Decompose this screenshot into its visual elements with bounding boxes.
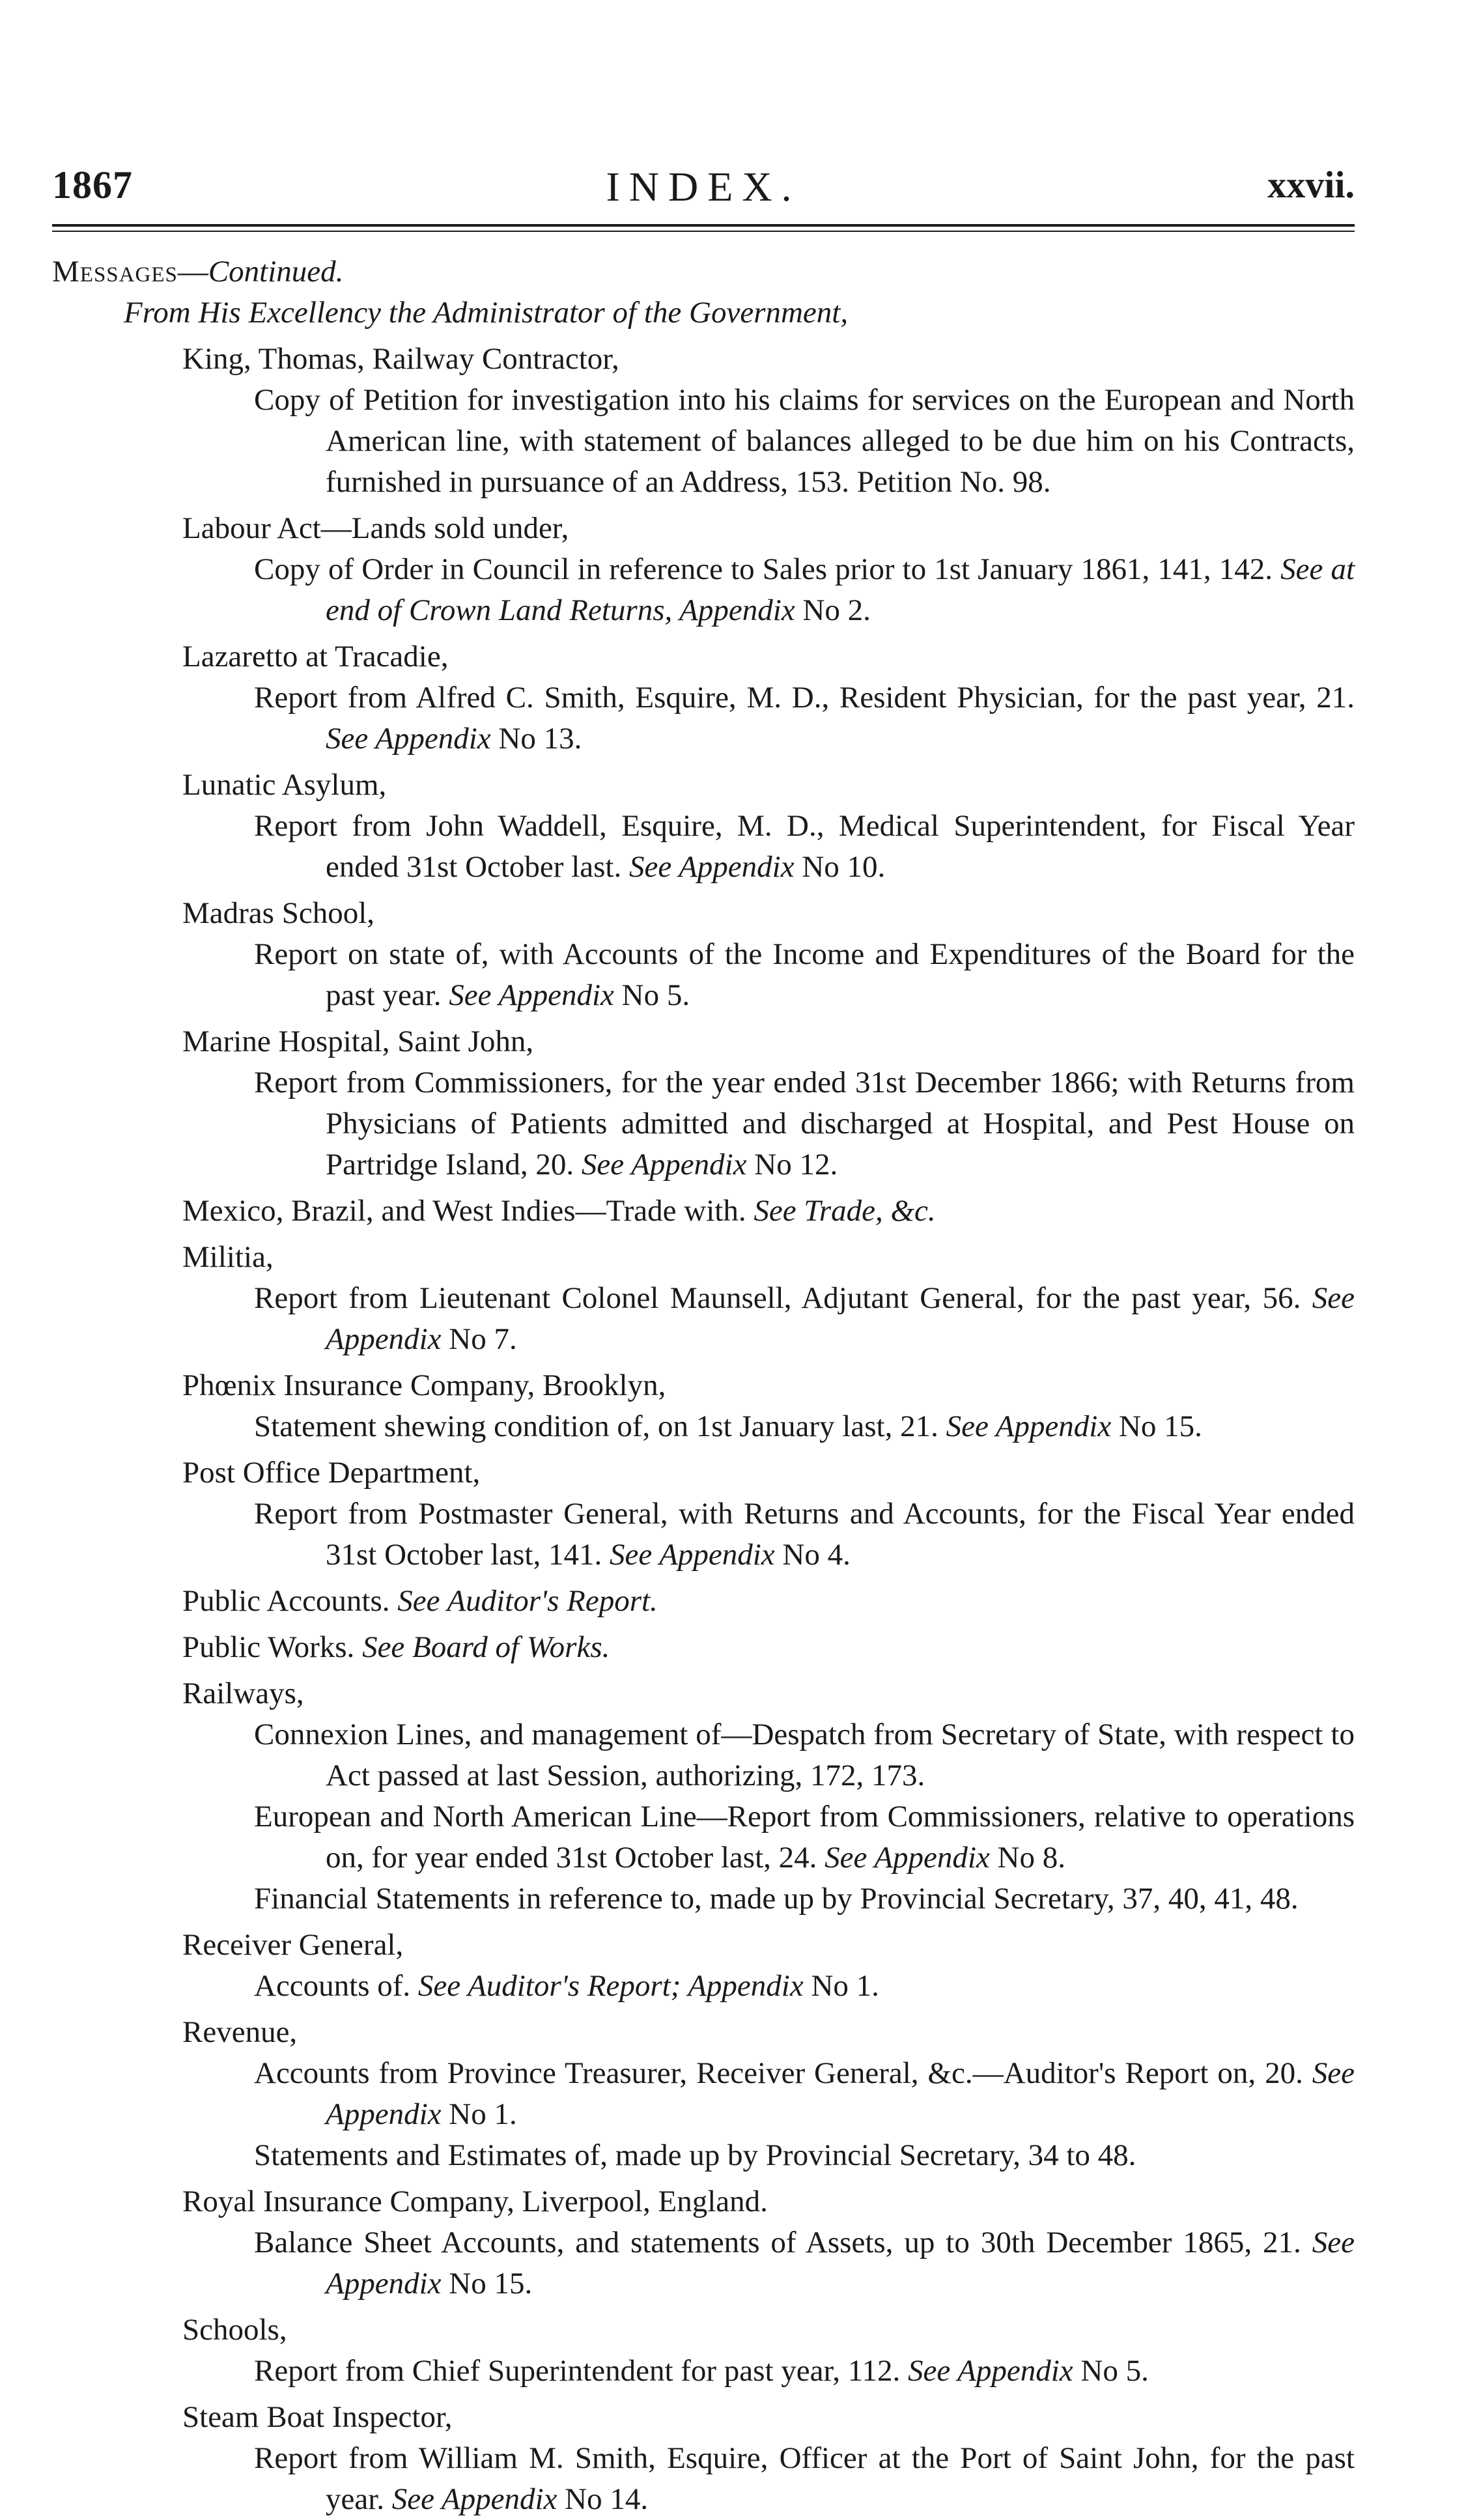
detail-text: Report from Alfred C. Smith, Esquire, M. D., Resident Physician, for the past year, 21. <box>254 681 1355 715</box>
entry-cross-reference: See Trade, &c. <box>754 1194 936 1228</box>
detail-see-reference: See at end of Crown Land Returns, Appendix <box>326 552 1355 627</box>
entry-title-text: Labour Act—Lands sold under, <box>182 511 569 545</box>
detail-text: Accounts of. <box>254 1969 411 2003</box>
index-entry <box>52 1627 1355 1668</box>
entry-detail <box>52 1062 1355 1185</box>
detail-see-reference: See Appendix <box>326 722 491 756</box>
section-name: Messages <box>52 255 178 289</box>
entry-title-text: Steam Boat Inspector, <box>182 2400 453 2434</box>
entry-title <box>52 2181 1355 2222</box>
entry-detail <box>52 2438 1355 2520</box>
entry-title <box>52 339 1355 380</box>
detail-see-reference: See Appendix <box>946 1409 1112 1443</box>
detail-appendix-number: No 4. <box>782 1538 851 1572</box>
detail-appendix-number: No 2. <box>802 593 871 627</box>
detail-see-reference: See Appendix <box>391 2482 557 2516</box>
entry-detail <box>52 1796 1355 1878</box>
detail-see-reference: See Appendix <box>610 1538 775 1572</box>
entry-detail <box>52 1494 1355 1576</box>
entry-title-text: King, Thomas, Railway Contractor, <box>182 342 619 376</box>
detail-appendix-number: No 10. <box>802 850 886 884</box>
entry-detail <box>52 1406 1355 1447</box>
entry-title <box>52 1365 1355 1406</box>
section-continued: Continued. <box>208 255 344 289</box>
entry-title-text: Receiver General, <box>182 1928 404 1962</box>
entry-title-text: Public Accounts. <box>182 1584 390 1618</box>
detail-appendix-number: No 1. <box>449 2097 517 2131</box>
detail-text: Report from Postmaster General, with Returns and Accounts, for the Fiscal Year ended 31st October last, 141. <box>254 1497 1355 1572</box>
entry-title <box>52 893 1355 934</box>
entry-detail <box>52 934 1355 1016</box>
index-entry <box>52 1452 1355 1576</box>
entry-title <box>52 765 1355 806</box>
entry-detail <box>52 1278 1355 1360</box>
detail-see-reference: See Auditor's Report; Appendix <box>417 1969 804 2003</box>
section-heading: Messages—Continued. <box>52 255 344 289</box>
entry-detail <box>52 1714 1355 1796</box>
index-entry <box>52 765 1355 888</box>
entry-list <box>52 339 1355 2520</box>
entry-title-text: Mexico, Brazil, and West Indies—Trade with. <box>182 1194 746 1228</box>
entry-title <box>52 1191 1355 1232</box>
page-title: INDEX. <box>606 163 801 210</box>
entry-detail <box>52 1966 1355 2007</box>
entry-title-text: Marine Hospital, Saint John, <box>182 1025 534 1058</box>
entry-detail <box>52 2351 1355 2392</box>
detail-see-reference: See Appendix <box>628 850 795 884</box>
detail-see-reference: See Appendix <box>326 1281 1355 1356</box>
section-source: From His Excellency the Administrator of the Government, <box>124 296 849 330</box>
detail-appendix-number: No 7. <box>449 1322 517 1356</box>
entry-title <box>52 1925 1355 1966</box>
entry-title <box>52 636 1355 677</box>
detail-see-reference: See Appendix <box>326 2226 1355 2301</box>
entry-detail <box>52 1878 1355 1919</box>
entry-title-text: Militia, <box>182 1240 274 1274</box>
detail-text: Report from Chief Superintendent for past year, 112. <box>254 2354 901 2388</box>
detail-text: Balance Sheet Accounts, and statements of Assets, up to 30th December 1865, 21. <box>254 2226 1301 2259</box>
index-entry <box>52 2012 1355 2176</box>
index-entries <box>52 251 1355 2520</box>
entry-cross-reference: See Auditor's Report. <box>397 1584 658 1618</box>
entry-title <box>52 1021 1355 1062</box>
detail-appendix-number: No 5. <box>621 978 690 1012</box>
entry-detail <box>52 2053 1355 2135</box>
index-entry <box>52 1021 1355 1185</box>
detail-appendix-number: No 14. <box>565 2482 649 2516</box>
index-entry <box>52 1365 1355 1447</box>
index-entry <box>52 636 1355 759</box>
entry-title-text: Royal Insurance Company, Liverpool, England. <box>182 2185 768 2218</box>
entry-title <box>52 1237 1355 1278</box>
index-entry <box>52 508 1355 631</box>
entry-title-text: Lunatic Asylum, <box>182 768 387 802</box>
detail-text: Copy of Petition for investigation into his claims for services on the European and North American line, with statement of balances alleged to be due him on his Contracts, furnished in pursuance of an Address, 153. Petition No. 98. <box>254 383 1355 499</box>
page-header <box>52 163 1355 221</box>
entry-detail <box>52 677 1355 759</box>
detail-text: Connexion Lines, and management of—Despatch from Secretary of State, with respect to Act passed at last Session, authorizing, 172, 173. <box>254 1718 1355 1792</box>
entry-title-text: Lazaretto at Tracadie, <box>182 640 449 673</box>
index-entry <box>52 1925 1355 2007</box>
detail-text: Copy of Order in Council in reference to Sales prior to 1st January 1861, 141, 142. <box>254 552 1273 586</box>
detail-text: Statements and Estimates of, made up by Provincial Secretary, 34 to 48. <box>254 2138 1136 2172</box>
detail-text: Report on state of, with Accounts of the Income and Expenditures of the Board for the past year. <box>254 937 1355 1012</box>
detail-appendix-number: No 15. <box>449 2267 533 2301</box>
index-entry <box>52 2181 1355 2304</box>
entry-title-text: Phœnix Insurance Company, Brooklyn, <box>182 1368 666 1402</box>
entry-title <box>52 508 1355 549</box>
entry-title-text: Schools, <box>182 2313 287 2347</box>
entry-detail <box>52 2135 1355 2176</box>
entry-title-text: Public Works. <box>182 1630 355 1664</box>
index-entry <box>52 2397 1355 2520</box>
page-number: xxvii. <box>1267 163 1355 206</box>
index-page <box>52 163 1355 2520</box>
entry-title-text: Revenue, <box>182 2015 298 2049</box>
detail-appendix-number: No 1. <box>811 1969 879 2003</box>
entry-detail <box>52 380 1355 503</box>
detail-see-reference: See Appendix <box>326 2056 1355 2131</box>
detail-text: Report from William M. Smith, Esquire, Officer at the Port of Saint John, for the past year. <box>254 2441 1355 2516</box>
entry-title <box>52 2397 1355 2438</box>
detail-text: Report from Lieutenant Colonel Maunsell, Adjutant General, for the past year, 56. <box>254 1281 1301 1315</box>
entry-title <box>52 2310 1355 2351</box>
entry-detail <box>52 806 1355 888</box>
index-entry <box>52 339 1355 503</box>
entry-detail <box>52 549 1355 631</box>
index-entry <box>52 1673 1355 1919</box>
entry-title <box>52 1452 1355 1494</box>
index-entry <box>52 1581 1355 1622</box>
detail-appendix-number: No 5. <box>1080 2354 1149 2388</box>
index-entry <box>52 2310 1355 2392</box>
index-entry <box>52 1191 1355 1232</box>
detail-text: Statement shewing condition of, on 1st January last, 21. <box>254 1409 938 1443</box>
detail-see-reference: See Appendix <box>449 978 614 1012</box>
detail-see-reference: See Appendix <box>581 1148 747 1182</box>
detail-text: European and North American Line—Report from Commissioners, relative to operations on, for year ended 31st October last, 24. <box>254 1800 1355 1875</box>
entry-title <box>52 1673 1355 1714</box>
entry-cross-reference: See Board of Works. <box>362 1630 610 1664</box>
entry-detail <box>52 2222 1355 2304</box>
header-rule <box>52 224 1355 232</box>
entry-title-text: Madras School, <box>182 896 375 930</box>
entry-title <box>52 2012 1355 2053</box>
entry-title-text: Railways, <box>182 1677 304 1710</box>
detail-text: Accounts from Province Treasurer, Receiver General, &c.—Auditor's Report on, 20. <box>254 2056 1303 2090</box>
detail-appendix-number: No 13. <box>498 722 582 756</box>
entry-title <box>52 1627 1355 1668</box>
index-entry <box>52 893 1355 1016</box>
entry-title <box>52 1581 1355 1622</box>
detail-appendix-number: No 12. <box>754 1148 838 1182</box>
detail-text: Report from Commissioners, for the year ended 31st December 1866; with Returns from Physicians of Patients admitted and discharged at Hospital, and Pest House on Partridge Island, 20. <box>254 1066 1355 1182</box>
detail-see-reference: See Appendix <box>825 1841 990 1875</box>
index-entry <box>52 1237 1355 1360</box>
detail-text: Report from John Waddell, Esquire, M. D., Medical Superintendent, for Fiscal Year ended 31st October last. <box>254 809 1355 884</box>
detail-see-reference: See Appendix <box>908 2354 1073 2388</box>
detail-appendix-number: No 15. <box>1118 1409 1202 1443</box>
entry-title-text: Post Office Department, <box>182 1456 481 1490</box>
detail-appendix-number: No 8. <box>997 1841 1065 1875</box>
header-year: 1867 <box>52 163 133 206</box>
detail-text: Financial Statements in reference to, made up by Provincial Secretary, 37, 40, 41, 48. <box>254 1882 1299 1916</box>
